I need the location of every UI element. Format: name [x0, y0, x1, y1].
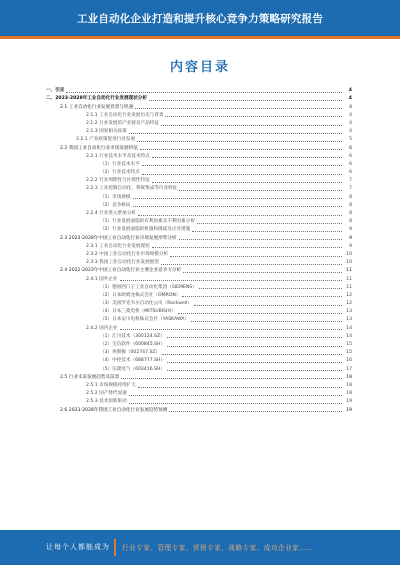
toc-leader-dots [161, 125, 342, 126]
toc-entry-label: （1）德国西门子工业自动化集团（SIEMENS） [100, 284, 197, 290]
toc-leader-dots [167, 370, 342, 371]
toc-entry[interactable] [46, 201, 352, 209]
toc-leader-dots [192, 231, 342, 232]
toc-entry-page: 7 [349, 186, 352, 192]
toc-entry-page: 15 [346, 350, 352, 356]
toc-entry[interactable] [46, 86, 352, 94]
toc-leader-dots [152, 247, 342, 248]
toc-entry-label: 2.2.1 产业政策促进行业发展 [76, 137, 136, 143]
toc-leader-dots [170, 256, 342, 257]
toc-entry-page: 4 [348, 96, 352, 102]
toc-leader-dots [66, 92, 342, 93]
toc-entry-page: 4 [349, 112, 352, 118]
toc-entry-page: 12 [346, 292, 352, 298]
toc-entry[interactable] [46, 291, 352, 299]
toc-entry[interactable] [46, 111, 352, 119]
toc-entry-label: （3）美国罗克韦尔自动化公司（Rockwell） [100, 301, 192, 307]
toc-entry-page: 18 [346, 374, 352, 380]
toc-entry-label: （4）中控技术（688777.SH） [100, 358, 166, 364]
page-footer [0, 530, 400, 565]
toc-entry-label: （4）日本三菱电机（MITSUBISHI） [100, 309, 176, 315]
toc-entry-label: 2.5.2 国产替代加速 [86, 391, 127, 397]
toc-entry-label: （1）行业发展面临的有利因素及不利因素分析 [100, 219, 195, 225]
toc-entry[interactable] [46, 356, 352, 364]
toc-leader-dots [137, 141, 342, 142]
toc-entry-label: 2.3.3 我国工业自动化行业发展展望 [86, 260, 159, 266]
toc-entry-label: 2.4 2022-2023年中国工业自动化行业主要企业竞争力分析 [60, 268, 182, 274]
toc-entry-page: 4 [348, 88, 352, 94]
toc-entry[interactable] [46, 332, 352, 340]
toc-entry[interactable] [46, 119, 352, 127]
toc-entry-label: 2.4.2 国内企业 [86, 325, 118, 331]
toc-entry-label: 2.2.3 工业控制自动化、系统集成等行业特征 [86, 186, 178, 192]
report-title: 工业自动化企业打造和提升核心竞争力策略研究报告 [76, 13, 324, 25]
toc-entry[interactable] [46, 152, 352, 160]
toc-entry-page: 11 [346, 276, 352, 282]
toc-entry-label: 2.2.2 行业周期性与区域性特征 [86, 178, 150, 184]
toc-leader-dots [133, 198, 343, 199]
toc-leader-dots [183, 272, 342, 273]
toc-leader-dots [162, 354, 342, 355]
toc-leader-dots [129, 133, 342, 134]
toc-entry-page: 8 [349, 219, 352, 225]
toc-entry[interactable] [46, 340, 352, 348]
toc-leader-dots [167, 346, 342, 347]
toc-entry[interactable] [46, 307, 352, 315]
toc-leader-dots [120, 329, 342, 330]
toc-entry[interactable] [46, 209, 352, 217]
toc-entry-page: 12 [346, 301, 352, 307]
toc-entry[interactable] [46, 225, 352, 233]
toc-entry[interactable] [46, 258, 352, 266]
toc-entry-label: 2.3.1 工业自动化行业发展现状 [86, 243, 150, 249]
toc-entry-label: 2.1.3 国家相关政策 [86, 129, 127, 135]
toc-entry-label: 2.3.2 中国工业自动化行业市场规模分析 [86, 251, 169, 257]
toc-entry-page: 18 [346, 391, 352, 397]
toc-leader-dots [135, 108, 342, 109]
toc-entry-page: 9 [349, 243, 352, 249]
toc-leader-dots [167, 337, 342, 338]
toc-entry-label: 2.2 我国工业自动化行业市场发展特征 [60, 145, 138, 151]
toc-leader-dots [194, 305, 342, 306]
toc-leader-dots [182, 296, 342, 297]
toc-leader-dots [178, 313, 343, 314]
toc-entry-label: 2.2.4 行业进入壁垒分析 [86, 211, 136, 216]
toc-entry-label: 二、2023-2028年工业自动化行业发展现状分析 [46, 96, 147, 102]
toc-entry-label: （3）埃斯顿（002747.SZ） [100, 350, 161, 356]
toc-entry-page: 4 [349, 129, 352, 135]
toc-entry[interactable] [46, 250, 352, 258]
toc-entry-label: （5）信捷电气（603416.SH） [100, 366, 166, 372]
toc-entry-page: 4 [349, 104, 352, 110]
toc-entry-page: 11 [346, 284, 352, 290]
toc-leader-dots [121, 378, 342, 379]
toc-leader-dots [142, 165, 342, 166]
toc-entry-page: 8 [349, 211, 352, 216]
toc-entry-label: 2.1.2 行业发展的产业链及产品特征 [86, 120, 159, 126]
toc-entry[interactable] [46, 102, 352, 110]
toc-entry-label: （2）行业技术特点 [100, 170, 140, 176]
toc-entry-page: 11 [346, 268, 352, 274]
toc-entry-page: 10 [346, 251, 352, 257]
toc-entry-page: 9 [349, 235, 352, 241]
page-header [0, 0, 400, 36]
toc-entry-page: 7 [349, 178, 352, 184]
toc-entry-page: 4 [349, 120, 352, 126]
toc-entry-page: 15 [346, 342, 352, 347]
toc-entry-page: 6 [349, 145, 352, 151]
toc-entry[interactable] [46, 94, 352, 102]
toc-entry-label: 2.6 2023-2028年我国工业自动化行业发展趋势预测 [60, 407, 168, 413]
toc-entry-page: 6 [349, 153, 352, 159]
toc-leader-dots [165, 116, 342, 117]
toc-entry[interactable] [46, 389, 352, 397]
toc-entry-label: 2.5.1 市场规模持续扩大 [86, 382, 136, 388]
toc-entry-label: 2.5 行业未来发展趋势及前景 [60, 374, 120, 380]
toc-entry-label: 2.3 2023-2028年中国工业自动化行业市场发展形势分析 [60, 235, 177, 241]
toc-entry-page: 13 [346, 309, 352, 315]
toc-leader-dots [199, 288, 342, 289]
footer-slogan: 让每个人都能成为 [46, 543, 110, 551]
toc-entry-page: 10 [346, 260, 352, 266]
toc-entry-page: 17 [346, 366, 352, 372]
toc-entry-label: 一、引言 [46, 88, 65, 94]
toc-entry[interactable] [46, 299, 352, 307]
toc-entry-label: 2.1.1 工业自动化行业发展历史与背景 [86, 112, 164, 118]
toc-entry[interactable] [46, 405, 352, 413]
toc-entry-label: （2）宝信软件（600845.SH） [100, 342, 166, 347]
toc-entry[interactable] [46, 176, 352, 184]
toc-leader-dots [167, 362, 342, 363]
toc-entry[interactable] [46, 397, 352, 405]
toc-entry-page: 14 [346, 325, 352, 331]
toc-entry[interactable] [46, 283, 352, 291]
toc-entry[interactable] [46, 373, 352, 381]
toc-entry-label: 2.2.1 行业技术水平及技术特点 [86, 153, 150, 159]
toc-entry[interactable] [46, 348, 352, 356]
footer-tagline: 行业专家、管理专家、营销专家、战略专家、成功企业家…… [122, 544, 314, 552]
table-of-contents [46, 86, 352, 414]
toc-entry-label: 2.1 工业自动化行业发展背景与机遇 [60, 104, 134, 110]
toc-entry-page: 18 [346, 382, 352, 388]
toc-entry[interactable] [46, 266, 352, 274]
toc-entry-page: 8 [349, 194, 352, 200]
toc-entry-label: （1）汇川技术（300124.SZ） [100, 333, 165, 339]
toc-entry-label: （5）日本安川电机株式会社（YASKAWA） [100, 317, 189, 323]
toc-entry-label: （2）竞争格局 [100, 202, 131, 208]
toc-entry-page: 5 [349, 137, 352, 143]
toc-entry-page: 9 [349, 227, 352, 233]
toc-leader-dots [152, 182, 342, 183]
toc-leader-dots [142, 174, 342, 175]
toc-entry[interactable] [46, 315, 352, 323]
toc-entry[interactable] [46, 323, 352, 331]
toc-entry-label: （2）行业发展面临的机遇和挑战及应对措施 [100, 227, 191, 233]
toc-entry[interactable] [46, 168, 352, 176]
toc-entry[interactable] [46, 192, 352, 200]
toc-entry[interactable] [46, 184, 352, 192]
toc-entry-page: 8 [349, 202, 352, 208]
toc-entry-label: （1）行业技术水平 [100, 161, 140, 167]
toc-entry[interactable] [46, 127, 352, 135]
toc-entry[interactable] [46, 135, 352, 143]
toc-leader-dots [129, 403, 342, 404]
toc-entry[interactable] [46, 217, 352, 225]
toc-leader-dots [129, 395, 342, 396]
toc-leader-dots [140, 149, 342, 150]
toc-entry[interactable] [46, 160, 352, 168]
toc-entry[interactable] [46, 143, 352, 151]
toc-entry-page: 19 [346, 399, 352, 405]
toc-entry-label: （1）市场规模 [100, 194, 131, 200]
toc-entry-page: 19 [346, 407, 352, 413]
toc-entry[interactable] [46, 242, 352, 250]
toc-entry-page: 6 [349, 170, 352, 176]
toc-entry-page: 13 [346, 317, 352, 323]
toc-entry[interactable] [46, 233, 352, 241]
toc-entry-label: 2.4.1 国外企业 [86, 276, 118, 282]
toc-entry-label: 2.5.3 技术创新驱动 [86, 399, 127, 405]
toc-heading: 内容目录 [169, 60, 230, 75]
toc-leader-dots [161, 264, 342, 265]
toc-entry-label: （2）日本欧姆龙株式会社（OMRON） [100, 292, 181, 298]
toc-leader-dots [133, 206, 343, 207]
toc-leader-dots [191, 321, 342, 322]
toc-leader-dots [197, 223, 342, 224]
toc-leader-dots [179, 239, 343, 240]
toc-entry-page: 6 [349, 161, 352, 167]
toc-leader-dots [152, 157, 342, 158]
toc-leader-dots [138, 215, 342, 216]
footer-divider [114, 539, 116, 556]
toc-entry[interactable] [46, 381, 352, 389]
toc-entry[interactable] [46, 274, 352, 282]
toc-leader-dots [169, 411, 342, 412]
toc-leader-dots [149, 100, 342, 101]
toc-leader-dots [138, 387, 342, 388]
header-accent-rule [0, 36, 400, 39]
toc-entry[interactable] [46, 364, 352, 372]
toc-leader-dots [120, 280, 342, 281]
toc-entry-page: 16 [346, 358, 352, 364]
toc-entry-page: 14 [346, 333, 352, 339]
toc-leader-dots [179, 190, 342, 191]
